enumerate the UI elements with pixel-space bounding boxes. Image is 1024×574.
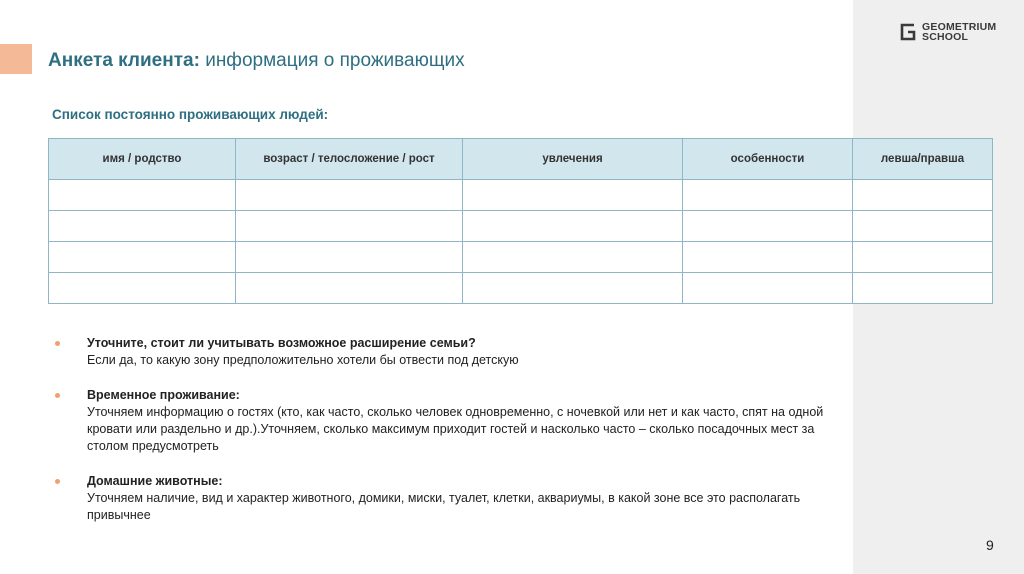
table-row <box>49 180 993 211</box>
residents-table <box>48 138 993 304</box>
bullet-item-family <box>52 335 842 369</box>
column-header-name: имя / родство <box>49 139 236 180</box>
table-cell[interactable] <box>683 211 853 242</box>
table-cell[interactable] <box>463 242 683 273</box>
table-cell[interactable] <box>853 242 993 273</box>
bullet-heading: Домашние животные: <box>87 474 223 488</box>
bullet-text: Если да, то какую зону предположительно хотели бы отвести под детскую <box>87 353 519 367</box>
table-row <box>49 242 993 273</box>
table-header-row <box>49 139 993 180</box>
column-header-handedness: левша/правша <box>853 139 993 180</box>
bullet-dot-icon <box>55 341 60 346</box>
table-cell[interactable] <box>463 211 683 242</box>
table-cell[interactable] <box>49 211 236 242</box>
bullet-dot-icon <box>55 393 60 398</box>
bullet-dot-icon <box>55 479 60 484</box>
table-cell[interactable] <box>463 180 683 211</box>
table-cell[interactable] <box>683 273 853 304</box>
table-subtitle: Список постоянно проживающих людей: <box>52 107 329 122</box>
page-title-bold: Анкета клиента: <box>48 50 200 71</box>
table-cell[interactable] <box>853 273 993 304</box>
bullet-item-guests <box>52 387 842 455</box>
table-cell[interactable] <box>853 180 993 211</box>
geometrium-logo-icon <box>899 23 917 41</box>
table-cell[interactable] <box>236 211 463 242</box>
accent-block <box>0 44 32 74</box>
logo-text <box>922 22 996 42</box>
bullet-list <box>52 335 842 542</box>
column-header-features: особенности <box>683 139 853 180</box>
bullet-item-pets <box>52 473 842 524</box>
page-title-rest: информация о проживающих <box>199 50 465 71</box>
column-header-age: возраст / телосложение / рост <box>236 139 463 180</box>
logo-line-2: SCHOOL <box>922 31 969 43</box>
table-cell[interactable] <box>236 273 463 304</box>
table-cell[interactable] <box>236 180 463 211</box>
bullet-text: Уточняем наличие, вид и характер животного, домики, миски, туалет, клетки, аквариумы, в какой зоне все это располагать привычнее <box>87 491 801 522</box>
table-row <box>49 211 993 242</box>
table-cell[interactable] <box>49 180 236 211</box>
table-cell[interactable] <box>683 180 853 211</box>
table-cell[interactable] <box>853 211 993 242</box>
logo <box>899 22 996 42</box>
page-number: 9 <box>986 537 994 553</box>
column-header-hobbies: увлечения <box>463 139 683 180</box>
table-cell[interactable] <box>49 273 236 304</box>
bullet-heading: Уточните, стоит ли учитывать возможное расширение семьи? <box>87 336 476 350</box>
table-cell[interactable] <box>463 273 683 304</box>
bullet-text: Уточняем информацию о гостях (кто, как часто, сколько человек одновременно, с ночевкой или нет и как часто, спят на одной кровати или раздельно и др.).Уточняем, сколько максимум приходит гостей и насколько часто – сколько посадочных мест за столом предусмотреть <box>87 405 824 453</box>
table-row <box>49 273 993 304</box>
page-title <box>48 50 465 72</box>
table-cell[interactable] <box>236 242 463 273</box>
logo-line-1: GEOMETRIUM <box>922 21 997 33</box>
table-cell[interactable] <box>49 242 236 273</box>
bullet-heading: Временное проживание: <box>87 388 240 402</box>
table-cell[interactable] <box>683 242 853 273</box>
